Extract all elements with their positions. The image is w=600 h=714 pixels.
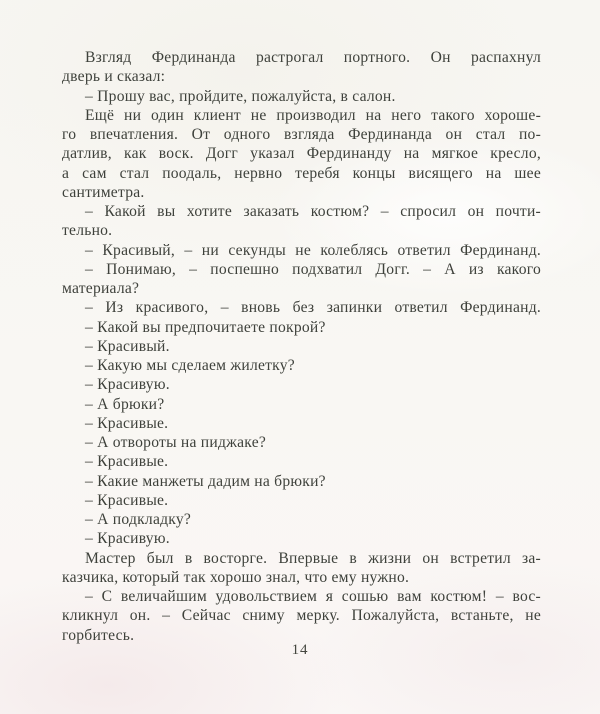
page-number: 14	[291, 642, 309, 658]
text-line: – Красивую.	[85, 530, 170, 548]
text-line: – Из красивого, – вновь без запинки ответил Фердинанд.	[85, 299, 541, 317]
page-text	[62, 48, 541, 645]
text-line: – Красивые.	[85, 453, 169, 471]
text-line: материала?	[62, 280, 140, 297]
text-line: а сам стал поодаль, нервно теребя концы висящего на шее	[62, 164, 541, 182]
text-line: – Красивую.	[85, 376, 170, 394]
text-line: тельно.	[62, 222, 113, 240]
text-line: Ещё ни один клиент не производил на него такого хороше-	[85, 106, 541, 124]
text-line: кликнул он. – Сейчас сниму мерку. Пожалуйста, встаньте, не	[62, 607, 541, 625]
text-line: – Прошу вас, пройдите, пожалуйста, в салон.	[85, 87, 396, 105]
text-line: – А подкладку?	[85, 511, 192, 528]
text-line: – Красивый.	[85, 337, 170, 355]
text-line: – Красивый, – ни секунды не колеблясь ответил Фердинанд.	[85, 241, 541, 259]
text-line: – Какой вы предпочитаете покрой?	[85, 318, 326, 336]
text-line: Взгляд Фердинанда растрогал портного. Он распахнул	[85, 49, 541, 66]
text-line: – А отвороты на пиджаке?	[85, 434, 267, 451]
text-line: – Какие манжеты дадим на брюки?	[85, 472, 326, 490]
text-line: го впечатления. От одного взгляда Фердинанда он стал по-	[62, 126, 541, 143]
text-line: – Красивые.	[85, 491, 169, 509]
text-line: горбитесь.	[62, 626, 135, 644]
text-line: – Какой вы хотите заказать костюм? – спросил он почти-	[85, 203, 541, 220]
text-line: – Какую мы сделаем жилетку?	[85, 357, 295, 374]
text-line: – Красивые.	[85, 414, 169, 432]
text-line: – А брюки?	[85, 395, 165, 413]
text-line: – С величайшим удовольствием я сошью вам костюм! – вос-	[85, 588, 541, 605]
text-line: Мастер был в восторге. Впервые в жизни он встретил за-	[85, 549, 541, 567]
text-line: датлив, как воск. Догг указал Фердинанду на мягкое кресло,	[62, 145, 541, 163]
text-line: дверь и сказал:	[62, 68, 166, 86]
text-line: казчика, который так хорошо знал, что ему нужно.	[62, 568, 410, 586]
text-line: сантиметра.	[62, 183, 145, 201]
text-line: – Понимаю, – поспешно подхватил Догг. – А из какого	[85, 260, 541, 278]
